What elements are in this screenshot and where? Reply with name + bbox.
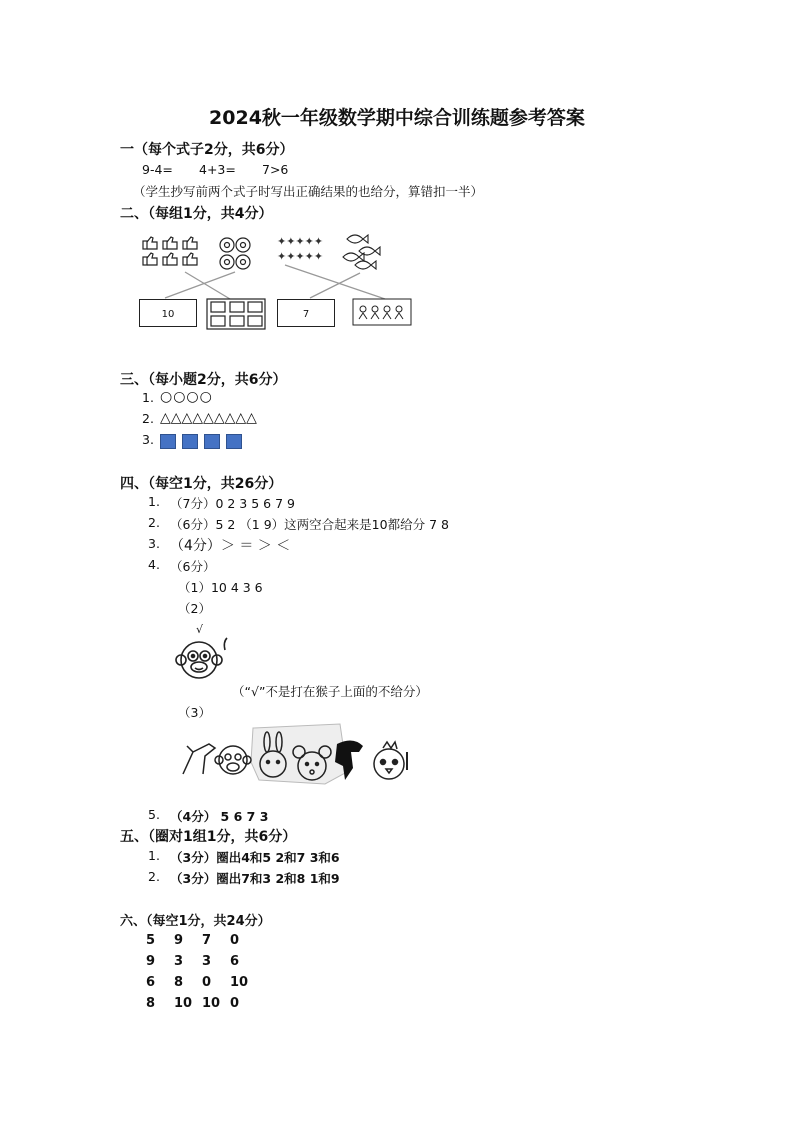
grid-cell: 0 [202, 975, 212, 990]
blue-square [226, 434, 242, 449]
grid-row [146, 993, 258, 1014]
animals-figure [175, 722, 415, 788]
grid-cell: 3 [202, 954, 212, 969]
fish-icons [343, 235, 380, 269]
s4-item-4-num: 4. [148, 557, 160, 572]
s4-item-2-text: （6分）5 2 （1 9）这两空合起来是10都给分 7 8 [170, 517, 449, 532]
page-title: 2024秋一年级数学期中综合训练题参考答案 [209, 107, 585, 129]
grid-cell: 6 [230, 954, 240, 969]
section-5-heading: 五、（圈对1组1分，共6分） [120, 829, 297, 845]
s4-item-3-num: 3. [148, 536, 160, 551]
grid-cell: 10 [230, 975, 249, 990]
s4-item-5-num: 5. [148, 807, 160, 822]
grid-cell: 5 [146, 933, 156, 948]
s4-item-5-text: （4分） 5 6 7 3 [170, 809, 269, 824]
grid-cell: 7 [202, 933, 212, 948]
svg-text:✦✦✦✦✦: ✦✦✦✦✦ [277, 235, 324, 248]
grid-row [146, 972, 258, 993]
grid-cell: 8 [174, 975, 184, 990]
s4-sub-3: （3） [178, 705, 211, 720]
section-3-heading: 三、（每小题2分，共6分） [120, 372, 287, 388]
grid-cell: 10 [202, 996, 221, 1011]
s5-item-1-num: 1. [148, 848, 160, 863]
s3-item-3-squares [160, 432, 248, 451]
answer-box-2 [277, 299, 335, 327]
chick-icon [374, 742, 407, 779]
section-4-heading: 四、（每空1分，共26分） [120, 476, 283, 492]
grid-cell: 0 [230, 996, 240, 1011]
svg-text:✦✦✦✦✦: ✦✦✦✦✦ [277, 250, 324, 263]
s1-expr-2: 4+3= [199, 162, 236, 177]
s3-item-1-circles: ○○○○ [160, 389, 213, 405]
s4-check-note: （“√”不是打在猴子上面的不给分） [232, 684, 428, 699]
s4-item-2-num: 2. [148, 515, 160, 530]
grid-cell: 9 [146, 954, 156, 969]
s5-item-2-num: 2. [148, 869, 160, 884]
star-icons [277, 235, 323, 263]
s1-expr-3: 7>6 [262, 162, 289, 177]
check-mark: √ [196, 623, 204, 636]
section-1-heading: 一（每个式子2分，共6分） [120, 142, 294, 158]
grid-cell: 10 [174, 996, 193, 1011]
s1-note: （学生抄写前两个式子时写出正确结果的也给分，算错扣一半） [133, 184, 484, 199]
bus-icons [207, 299, 265, 329]
s3-item-1-num: 1. [142, 390, 154, 405]
grid-row [146, 930, 258, 951]
grid-cell: 8 [146, 996, 156, 1011]
match-lines [165, 265, 385, 299]
grid-cell: 9 [174, 933, 184, 948]
blue-square [204, 434, 220, 449]
s1-expr-1: 9-4= [142, 162, 173, 177]
section-6-heading: 六、（每空1分，共24分） [120, 914, 271, 929]
people-icons [353, 299, 411, 325]
monkey-icon [215, 746, 251, 774]
s4-sub-1: （1）10 4 3 6 [178, 580, 263, 595]
monkey-icon [175, 634, 235, 686]
grid-row [146, 951, 258, 972]
section-2-heading: 二、（每组1分，共4分） [120, 206, 273, 222]
s4-sub-2: （2） [178, 601, 211, 616]
blue-square [160, 434, 176, 449]
horse-icon [183, 744, 215, 774]
answer-box-1 [139, 299, 197, 327]
answer-box-2-label: 7 [302, 309, 310, 320]
s6-answer-grid [146, 930, 258, 1014]
grid-cell: 6 [146, 975, 156, 990]
thumbs-up-icons [143, 237, 197, 265]
s5-item-2-text: （3分）圈出7和3 2和8 1和9 [170, 871, 340, 886]
s3-item-3-num: 3. [142, 432, 154, 447]
grid-cell: 0 [230, 933, 240, 948]
s4-item-1-num: 1. [148, 494, 160, 509]
answer-box-1-label: 10 [161, 309, 175, 320]
ball-icons [220, 238, 250, 269]
s4-item-4-text: （6分） [170, 559, 216, 574]
s4-item-1-text: （7分）0 2 3 5 6 7 9 [170, 496, 295, 511]
s3-item-2-triangles: △△△△△△△△△ [160, 410, 257, 426]
s4-item-3-text: （4分）＞ ＝ ＞ ＜ [170, 538, 291, 554]
s5-item-1-text: （3分）圈出4和5 2和7 3和6 [170, 850, 340, 865]
grid-cell: 3 [174, 954, 184, 969]
blue-square [182, 434, 198, 449]
s3-item-2-num: 2. [142, 411, 154, 426]
